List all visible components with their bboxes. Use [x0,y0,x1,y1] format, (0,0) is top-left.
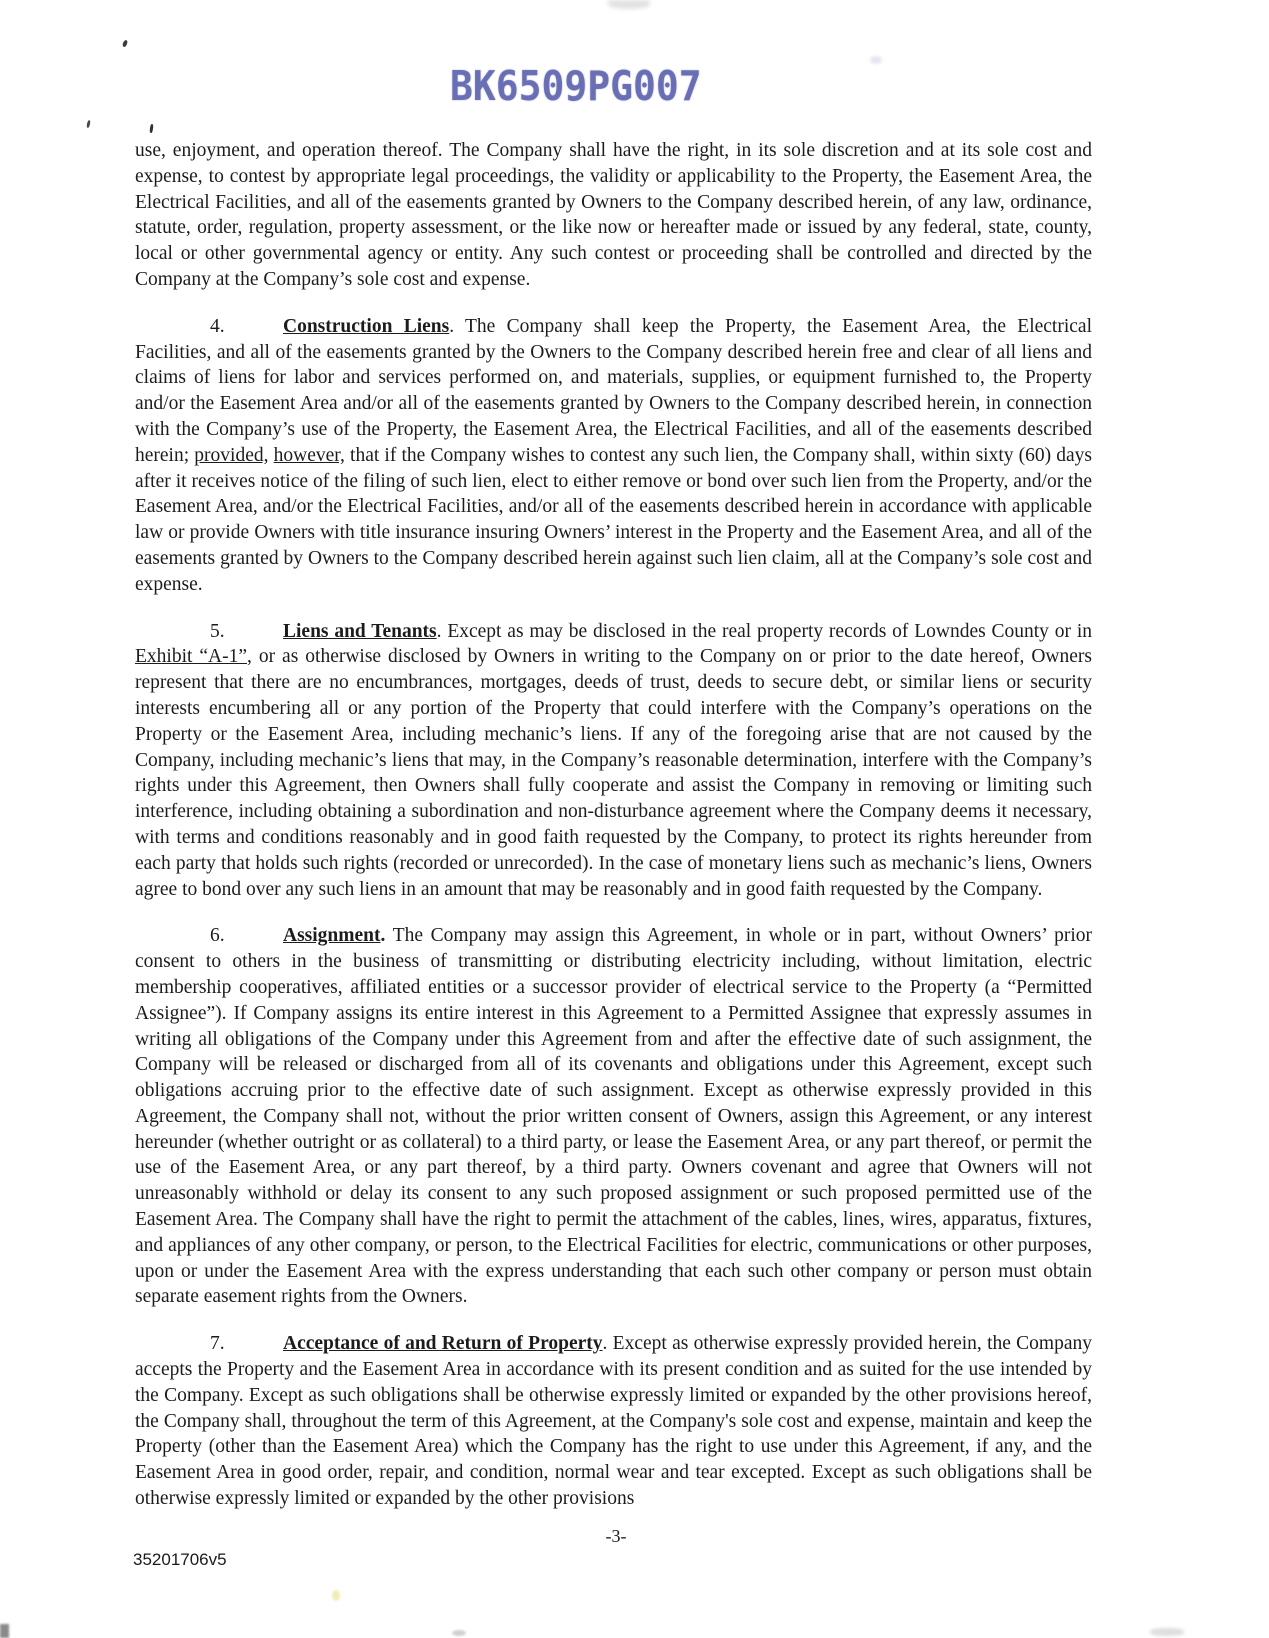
scan-artifact [86,120,91,128]
section-number: 4. [210,315,225,337]
scan-artifact [1150,1628,1184,1636]
section-number: 6. [210,925,225,947]
scan-artifact [0,1624,9,1638]
body-text: . The Company shall keep the Property, the Easement Area, the Electrical Facilities, and all of the easements granted by the Owners to the Company described herein free and clear of all liens and claims of liens for labor and services performed on, and materials, supplies, or equipment furnished to, the Property and/or the Easement Area and/or all of the easements granted by Owners to the Company described herein, in connection with the Company’s use of the Property, the Easement Area, the Electrical Facilities, and all of the easements described herein; [135,315,1092,466]
paragraph-continuation [135,138,1092,293]
body-text: that if the Company wishes to contest any such lien, the Company shall, within sixty (60) days after it receives notice of the filing of such lien, elect to either remove or bond over such lien from the Property, and/or the Easement Area, and/or the Electrical Facilities, and/or all of the easements described herein in accordance with applicable law or provide Owners with title insurance insuring Owners’ interest in the Property and the Easement Area, and all of the easements granted by Owners to the Company described herein against such lien claim, all at the Company’s sole cost and expense. [135,444,1093,595]
scan-artifact [870,56,882,64]
emphasized-text: provided, [194,444,269,466]
section-6-assignment [135,923,1092,1310]
section-number: 7. [210,1333,225,1355]
section-4-construction-liens [135,314,1092,598]
section-7-acceptance-of-and-return-of-property [135,1331,1092,1512]
body-text: . Except as otherwise expressly provided herein, the Company accepts the Property and the Easement Area in accordance with its present condition and as suited for the use intended by the Company. Except as such obligations shall be otherwise expressly limited or expanded by the other provisions hereof, the Company shall, throughout the term of this Agreement, at the Company's sole cost and expense, maintain and keep the Property (other than the Easement Area) which the Company has the right to use under this Agreement, if any, and the Easement Area in good order, repair, and condition, normal wear and tear excepted. Except as such obligations shall be otherwise expressly limited or expanded by the other provisions [135,1333,1092,1510]
scan-artifact [452,1630,466,1636]
emphasized-text: . [380,925,386,947]
page-number: -3- [605,1526,627,1546]
scan-artifact [149,124,153,133]
body-text: , or as otherwise disclosed by Owners in writing to the Company on or prior to the date hereof, Owners represent that there are no encumbrances, mortgages, deeds of trust, deeds to secure debt, or similar liens or security interests encumbering all or any portion of the Property that could interfere with the Company’s operations on the Property or the Easement Area, including mechanic’s liens. If any of the foregoing arise that are not caused by the Company, including mechanic’s liens that may, in the Company’s reasonable determination, interfere with the Company’s rights under this Agreement, then Owners shall fully cooperate and assist the Company in removing or limiting such interference, including obtaining a subordination and non-disturbance agreement where the Company deems it necessary, with terms and conditions reasonably and in good faith requested by the Company, to protect its rights hereunder from each party that holds such rights (recorded or unrecorded). In the case of monetary liens such as mechanic’s liens, Owners agree to bond over any such liens in an amount that may be reasonably and in good faith requested by the Company. [135,646,1092,900]
emphasized-text: Acceptance of and Return of Property [283,1333,603,1355]
scan-artifact [608,0,650,9]
document-version-number: 35201706v5 [133,1550,227,1569]
emphasized-text: Exhibit “A-1” [135,646,248,668]
body-text: . Except as may be disclosed in the real property records of Lowndes County or in [436,620,1092,642]
body-text: use, enjoyment, and operation thereof. The Company shall have the right, in its sole discretion and at its sole cost and expense, to contest by appropriate legal proceedings, the validity or applicability to the Property, the Easement Area, the Electrical Facilities, and all of the easements granted by Owners to the Company described herein, of any law, ordinance, statute, order, regulation, property assessment, or the like now or hereafter made or issued by any federal, state, county, local or other governmental agency or entity. Any such contest or proceeding shall be controlled and directed by the Company at the Company’s sole cost and expense. [135,140,1092,290]
section-number: 5. [210,620,225,642]
book-page-recorder-stamp: BK6509PG007 [450,62,702,110]
scan-artifact [122,40,128,48]
emphasized-text: Construction Liens [283,315,450,337]
emphasized-text: however, [273,444,345,466]
emphasized-text: Assignment [283,925,381,947]
scan-artifact [332,1590,340,1601]
emphasized-text: Liens and Tenants [283,620,437,642]
document-body [135,138,1092,1533]
section-5-liens-and-tenants [135,619,1092,903]
body-text: The Company may assign this Agreement, in whole or in part, without Owners’ prior consent to others in the business of transmitting or distributing electricity including, without limitation, electric membership cooperatives, affiliated entities or a successor provider of electrical service to the Property (a “Permitted Assignee”). If Company assigns its entire interest in this Agreement to a Permitted Assignee that expressly assumes in writing all obligations of the Company under this Agreement from and after the effective date of such assignment, the Company will be released or discharged from all of its covenants and obligations under this Agreement, except such obligations accruing prior to the effective date of such assignment. Except as otherwise expressly provided in this Agreement, the Company shall not, without the prior written consent of Owners, assign this Agreement, or any interest hereunder (whether outright or as collateral) to a third party, or lease the Easement Area, or any part thereof, or permit the use of the Easement Area, or any part thereof, by a third party. Owners covenant and agree that Owners will not unreasonably withhold or delay its consent to any such proposed assignment or such proposed permitted use of the Easement Area. The Company shall have the right to permit the attachment of the cables, lines, wires, apparatus, fixtures, and appliances of any other company, or person, to the Electrical Facilities for electric, communications or other purposes, upon or under the Easement Area with the express understanding that each such other company or person must obtain separate easement rights from the Owners. [135,925,1092,1308]
